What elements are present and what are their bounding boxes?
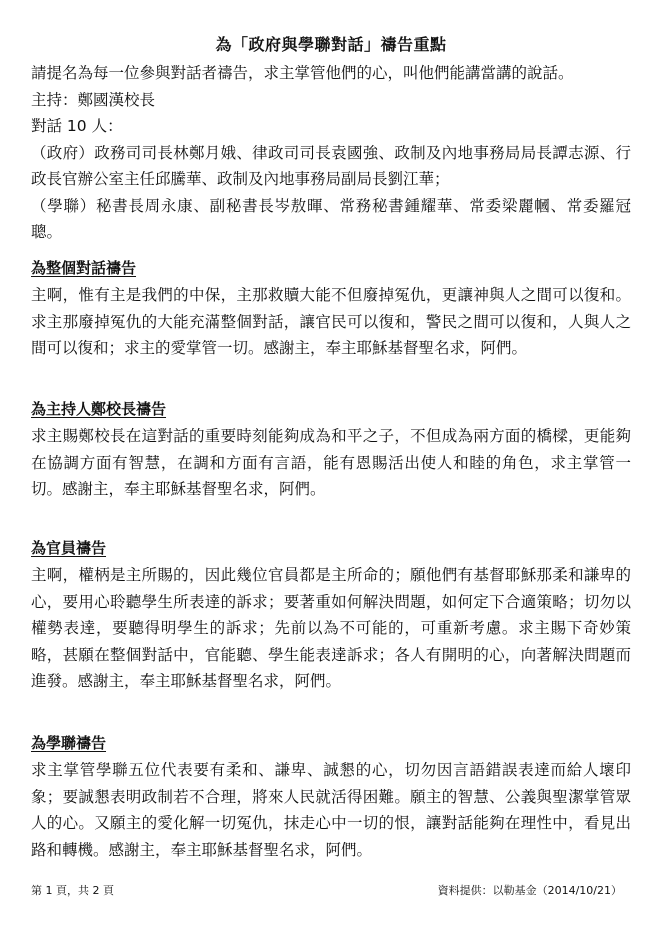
- intro-participants-count: 對話 10 人：: [31, 117, 123, 135]
- section-body-whole-dialogue: [31, 282, 631, 362]
- intro-host: 主持：鄭國漢校長: [31, 90, 156, 109]
- section-paragraph: 主啊，權柄是主所賜的，因此幾位官員都是主所命的；願他們有基督耶穌那柔和謙卑的心，要用心聆聽學生所表達的訴求；要著重如何解決問題，如何定下合適策略；切勿以權勢表達，要聽得明學生的訴求；先前以為不可能的，可重新考慮。求主賜下奇妙策略，甚願在整個對話中，官能聽、學生能表達訴求；各人有開明的心，向著解決問題而進發。感謝主，奉主耶穌基督聖名求，阿們。: [31, 566, 631, 690]
- section-heading-whole-dialogue: 為整個對話禱告: [31, 259, 137, 277]
- section-body-federation: [31, 757, 631, 863]
- intro-section: [31, 60, 631, 246]
- page-number: 第 1 頁，共 2 頁: [31, 884, 114, 897]
- section-paragraph: 求主賜鄭校長在這對話的重要時刻能夠成為和平之子，不但成為兩方面的橋樑，更能夠在協調方面有智慧，在調和方面有言語，能有恩賜活出使人和睦的角色，求主掌管一切。感謝主，奉主耶穌基督聖名求，阿們。: [31, 427, 631, 498]
- section-heading-officials: 為官員禱告: [31, 539, 107, 557]
- section-paragraph: 主啊，惟有主是我們的中保，主那救贖大能不但廢掉冤仇，更讓神與人之間可以復和。求主那廢掉冤仇的大能充滿整個對話，讓官民可以復和，警民之間可以復和，人與人之間可以復和；求主的愛掌管一切。感謝主，奉主耶穌基督聖名求，阿們。: [31, 286, 631, 357]
- document-title: 為「政府與學聯對話」禱告重點: [215, 35, 447, 54]
- intro-government-list: （政府）政務司司長林鄭月娥、律政司司長袁國強、政制及內地事務局局長譚志源、行政長官辦公室主任邱騰華、政制及內地事務局副局長劉江華；: [31, 143, 631, 188]
- intro-federation-list: （學聯）秘書長周永康、副秘書長岑敖暉、常務秘書鍾耀華、常委梁麗幗、常委羅冠聰。: [31, 196, 631, 241]
- source-credit: 資料提供：以勒基金（2014/10/21）: [437, 884, 622, 897]
- section-body-host: [31, 423, 631, 503]
- section-paragraph: 求主掌管學聯五位代表要有柔和、謙卑、誠懇的心，切勿因言語錯誤表達而給人壞印象；要誠懇表明政制若不合理，將來人民就活得困難。願主的智慧、公義與聖潔掌管眾人的心。又願主的愛化解一切冤仇，抹走心中一切的恨，讓對話能夠在理性中，看見出路和轉機。感謝主，奉主耶穌基督聖名求，阿們。: [31, 761, 631, 859]
- section-heading-host: 為主持人鄭校長禱告: [31, 400, 167, 418]
- section-heading-federation: 為學聯禱告: [31, 734, 107, 752]
- section-body-officials: [31, 562, 631, 695]
- intro-instruction: 請提名為每一位參與對話者禱告，求主掌管他們的心，叫他們能講當講的說話。: [31, 64, 574, 82]
